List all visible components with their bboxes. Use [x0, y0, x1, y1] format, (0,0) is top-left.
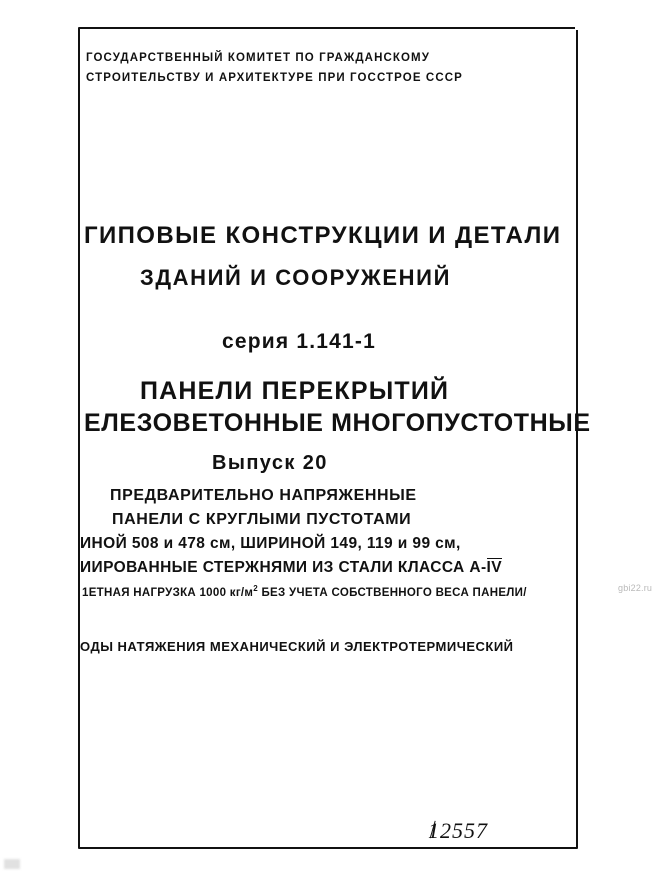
watermark-text: gbi22.ru: [618, 583, 653, 593]
description-line-3: ИНОЙ 508 и 478 см, ШИРИНОЙ 149, 119 и 99 см,: [80, 535, 461, 552]
description-line-1: ПРЕДВАРИТЕЛЬНО НАПРЯЖЕННЫЕ: [110, 487, 417, 504]
load-value-text: 1ЕТНАЯ НАГРУЗКА 1000 кг/м: [82, 586, 254, 599]
document-title-line-2: ЗДАНИЙ И СООРУЖЕНИЙ: [140, 265, 451, 290]
document-title-line-1: ГИПОВЫЕ КОНСТРУКЦИИ И ДЕТАЛИ: [84, 222, 562, 249]
scan-corner-smudge: [4, 859, 20, 869]
document-bottom-number: 12557: [428, 818, 488, 843]
product-name-line-2: ЕЛЕЗОВЕТОННЫЕ МНОГОПУСТОТНЫЕ: [84, 409, 591, 437]
organization-line-2: СТРОИТЕЛЬСТВУ И АРХИТЕКТУРЕ ПРИ ГОССТРОЕ СССР: [86, 72, 463, 84]
description-line-4: [80, 559, 502, 577]
description-line-4-text: ИИРОВАННЫЕ СТЕРЖНЯМИ ИЗ СТАЛИ КЛАССА А-: [80, 559, 487, 576]
description-line-6: ОДЫ НАТЯЖЕНИЯ МЕХАНИЧЕСКИЙ И ЭЛЕКТРОТЕРМИЧЕСКИЙ: [80, 639, 514, 654]
issue-number: Выпуск 20: [212, 452, 328, 474]
series-number: серия 1.141-1: [222, 330, 377, 353]
load-unit-superscript: 2: [253, 584, 258, 593]
steel-class-roman-numeral: IV: [486, 559, 502, 576]
product-name-line-1: ПАНЕЛИ ПЕРЕКРЫТИЙ: [140, 377, 450, 405]
load-note-text: БЕЗ УЧЕТА СОБСТВЕННОГО ВЕСА ПАНЕЛИ/: [257, 586, 527, 599]
page-bottom-margin: [0, 861, 670, 877]
description-line-5: [82, 584, 527, 599]
page-border-frame: [78, 27, 578, 849]
description-line-2: ПАНЕЛИ С КРУГЛЫМИ ПУСТОТАМИ: [112, 511, 412, 528]
page-left-margin: [0, 0, 14, 877]
organization-line-1: ГОСУДАРСТВЕННЫЙ КОМИТЕТ ПО ГРАЖДАНСКОМУ: [86, 52, 430, 64]
